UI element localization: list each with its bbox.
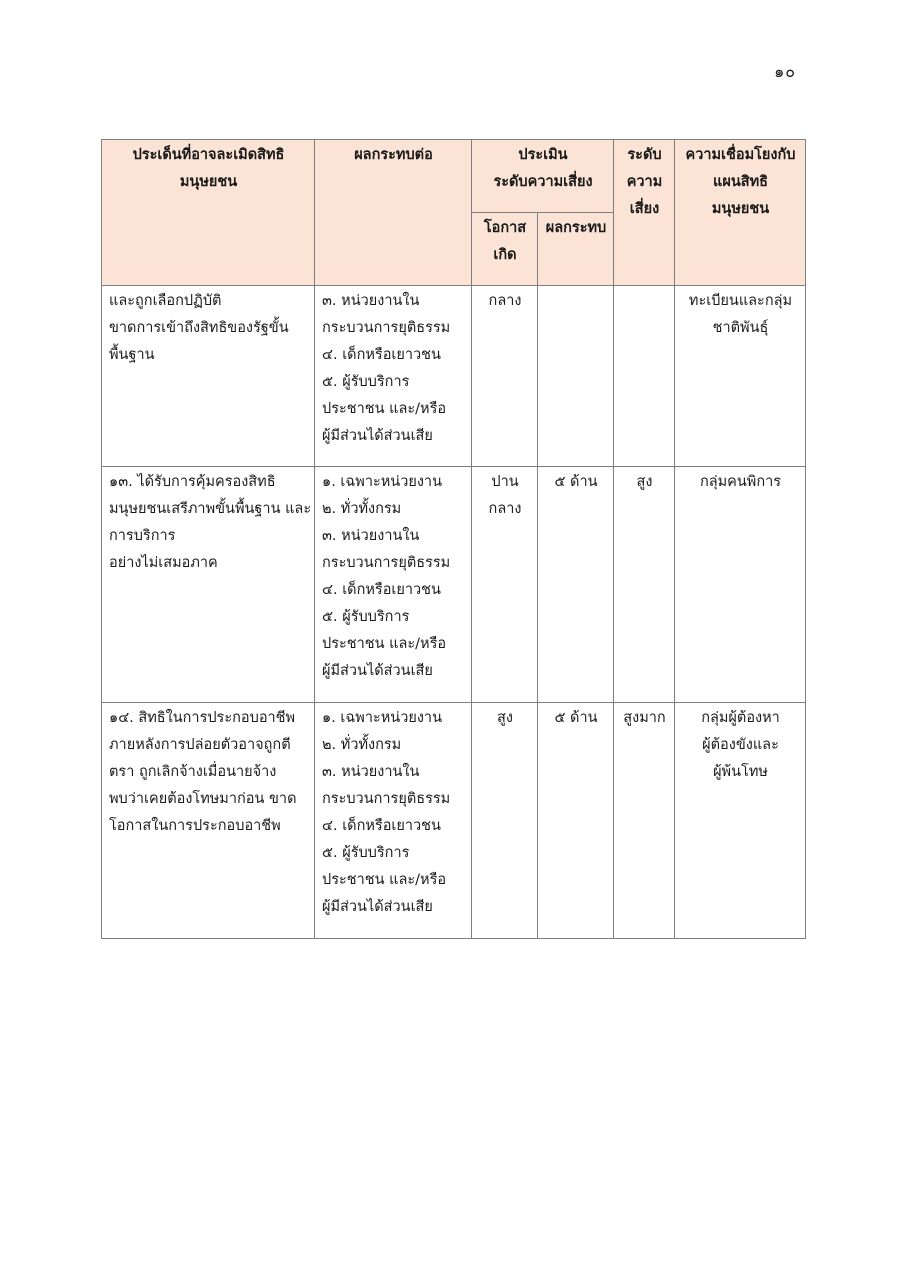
cell-text-line: ๑๓. ได้รับการคุ้มครองสิทธิ — [109, 474, 276, 490]
cell-text-line: ๑. เฉพาะหน่วยงาน — [322, 710, 442, 726]
cell-text-line: ผลกระทบต่อ — [354, 147, 433, 163]
table-row — [102, 703, 806, 939]
header-issue — [102, 140, 315, 286]
cell-text-line: ประเด็นที่อาจละเมิดสิทธิ — [132, 147, 285, 163]
cell-text-line: ผู้พ้นโทษ — [713, 764, 768, 780]
cell-risk-level — [614, 703, 675, 939]
cell-text-line: ภายหลังการปล่อยตัวอาจถูกตี — [109, 737, 291, 753]
cell-likelihood — [472, 286, 538, 467]
cell-text-line: ๕. ผู้รับบริการ — [322, 609, 410, 625]
cell-text-line: สูงมาก — [623, 710, 666, 726]
cell-text-line: ความเชื่อมโยงกับ — [685, 147, 796, 163]
cell-text-line: ๕ ด้าน — [554, 710, 598, 726]
header-human-rights-plan-link — [675, 140, 806, 286]
cell-text-line: ระดับ — [627, 147, 662, 163]
cell-text-line: แผนสิทธิ — [712, 174, 768, 190]
cell-text-line: มนุษยชน — [179, 174, 238, 190]
cell-text-line: ความ — [626, 174, 663, 190]
cell-text-line: สูง — [636, 474, 653, 490]
header-likelihood — [472, 213, 538, 286]
cell-text-line: ๑. เฉพาะหน่วยงาน — [322, 474, 442, 490]
cell-text-line: พบว่าเคยต้องโทษมาก่อน ขาด — [109, 791, 297, 807]
cell-text-line: ๔. เด็กหรือเยาวชน — [322, 818, 441, 834]
cell-text-line: กลาง — [488, 293, 522, 309]
cell-risk-level — [614, 286, 675, 467]
cell-text-line: ทะเบียนและกลุ่ม — [688, 293, 793, 309]
header-risk-level — [614, 140, 675, 286]
header-risk-assessment — [472, 140, 614, 213]
cell-text-line: ชาติพันธุ์ — [712, 320, 769, 336]
cell-text-line: ๒. ทั่วทั้งกรม — [322, 737, 402, 753]
cell-text-line: ๕ ด้าน — [554, 474, 598, 490]
cell-text-line: ๔. เด็กหรือเยาวชน — [322, 582, 441, 598]
cell-risk-level — [614, 467, 675, 703]
header-impact — [315, 140, 472, 286]
cell-plan-link — [675, 703, 806, 939]
cell-likelihood — [472, 467, 538, 703]
cell-text-line: มนุษยชน — [711, 201, 770, 217]
cell-text-line: ประชาชน และ/หรือ — [322, 636, 447, 652]
cell-issue — [102, 286, 315, 467]
cell-text-line: กระบวนการยุติธรรม — [322, 555, 451, 571]
cell-text-line: กลาง — [488, 501, 522, 517]
cell-likelihood — [472, 703, 538, 939]
cell-text-line: ผู้ต้องขังและ — [702, 737, 779, 753]
cell-text-line: ผู้มีส่วนได้ส่วนเสีย — [322, 428, 433, 444]
cell-text-line: อย่างไม่เสมอภาค — [109, 555, 218, 571]
cell-text-line: การบริการ — [109, 528, 176, 544]
cell-text-line: กระบวนการยุติธรรม — [322, 791, 451, 807]
cell-text-line: ๑๔. สิทธิในการประกอบอาชีพ — [109, 710, 296, 726]
cell-text-line: ผลกระทบ — [545, 220, 607, 236]
cell-text-line: สูง — [497, 710, 513, 726]
cell-text-line: มนุษยชนเสรีภาพขั้นพื้นฐาน และ — [109, 501, 312, 517]
header-consequence — [538, 213, 614, 286]
cell-text-line: ขาดการเข้าถึงสิทธิของรัฐขั้น — [109, 320, 289, 336]
cell-text-line: โอกาสในการประกอบอาชีพ — [109, 818, 281, 834]
cell-text-line: กลุ่มคนพิการ — [699, 474, 782, 490]
cell-text-line: กลุ่มผู้ต้องหา — [701, 710, 780, 726]
cell-text-line: เสี่ยง — [629, 201, 660, 217]
cell-text-line: เกิด — [493, 247, 517, 263]
cell-text-line: ผู้มีส่วนได้ส่วนเสีย — [322, 899, 433, 915]
cell-consequence — [538, 286, 614, 467]
cell-text-line: ประเมิน — [518, 147, 568, 163]
cell-text-line: ๓. หน่วยงานใน — [322, 293, 420, 309]
cell-impact — [315, 286, 472, 467]
cell-text-line: ๒. ทั่วทั้งกรม — [322, 501, 402, 517]
cell-text-line: ระดับความเสี่ยง — [493, 174, 593, 190]
cell-text-line: และถูกเลือกปฏิบัติ — [109, 293, 222, 309]
cell-text-line: ผู้มีส่วนได้ส่วนเสีย — [322, 663, 433, 679]
table-row — [102, 286, 806, 467]
cell-issue — [102, 467, 315, 703]
cell-text-line: ๓. หน่วยงานใน — [322, 528, 420, 544]
cell-plan-link — [675, 286, 806, 467]
cell-text-line: ประชาชน และ/หรือ — [322, 872, 447, 888]
risk-assessment-table — [101, 139, 806, 939]
cell-issue — [102, 703, 315, 939]
cell-text-line: ตรา ถูกเลิกจ้างเมื่อนายจ้าง — [109, 764, 277, 780]
table-row — [102, 467, 806, 703]
cell-text-line: ๕. ผู้รับบริการ — [322, 845, 410, 861]
cell-plan-link — [675, 467, 806, 703]
cell-text-line: กระบวนการยุติธรรม — [322, 320, 451, 336]
cell-text-line: ๓. หน่วยงานใน — [322, 764, 420, 780]
cell-consequence — [538, 467, 614, 703]
cell-impact — [315, 467, 472, 703]
cell-text-line: ประชาชน และ/หรือ — [322, 401, 447, 417]
cell-impact — [315, 703, 472, 939]
cell-text-line: ปาน — [491, 474, 519, 490]
cell-text-line: ๔. เด็กหรือเยาวชน — [322, 347, 441, 363]
cell-text-line: ๕. ผู้รับบริการ — [322, 374, 410, 390]
cell-text-line: พื้นฐาน — [109, 347, 155, 363]
cell-text-line: โอกาส — [483, 220, 527, 236]
page-number: ๑๐ — [774, 62, 796, 81]
cell-consequence — [538, 703, 614, 939]
